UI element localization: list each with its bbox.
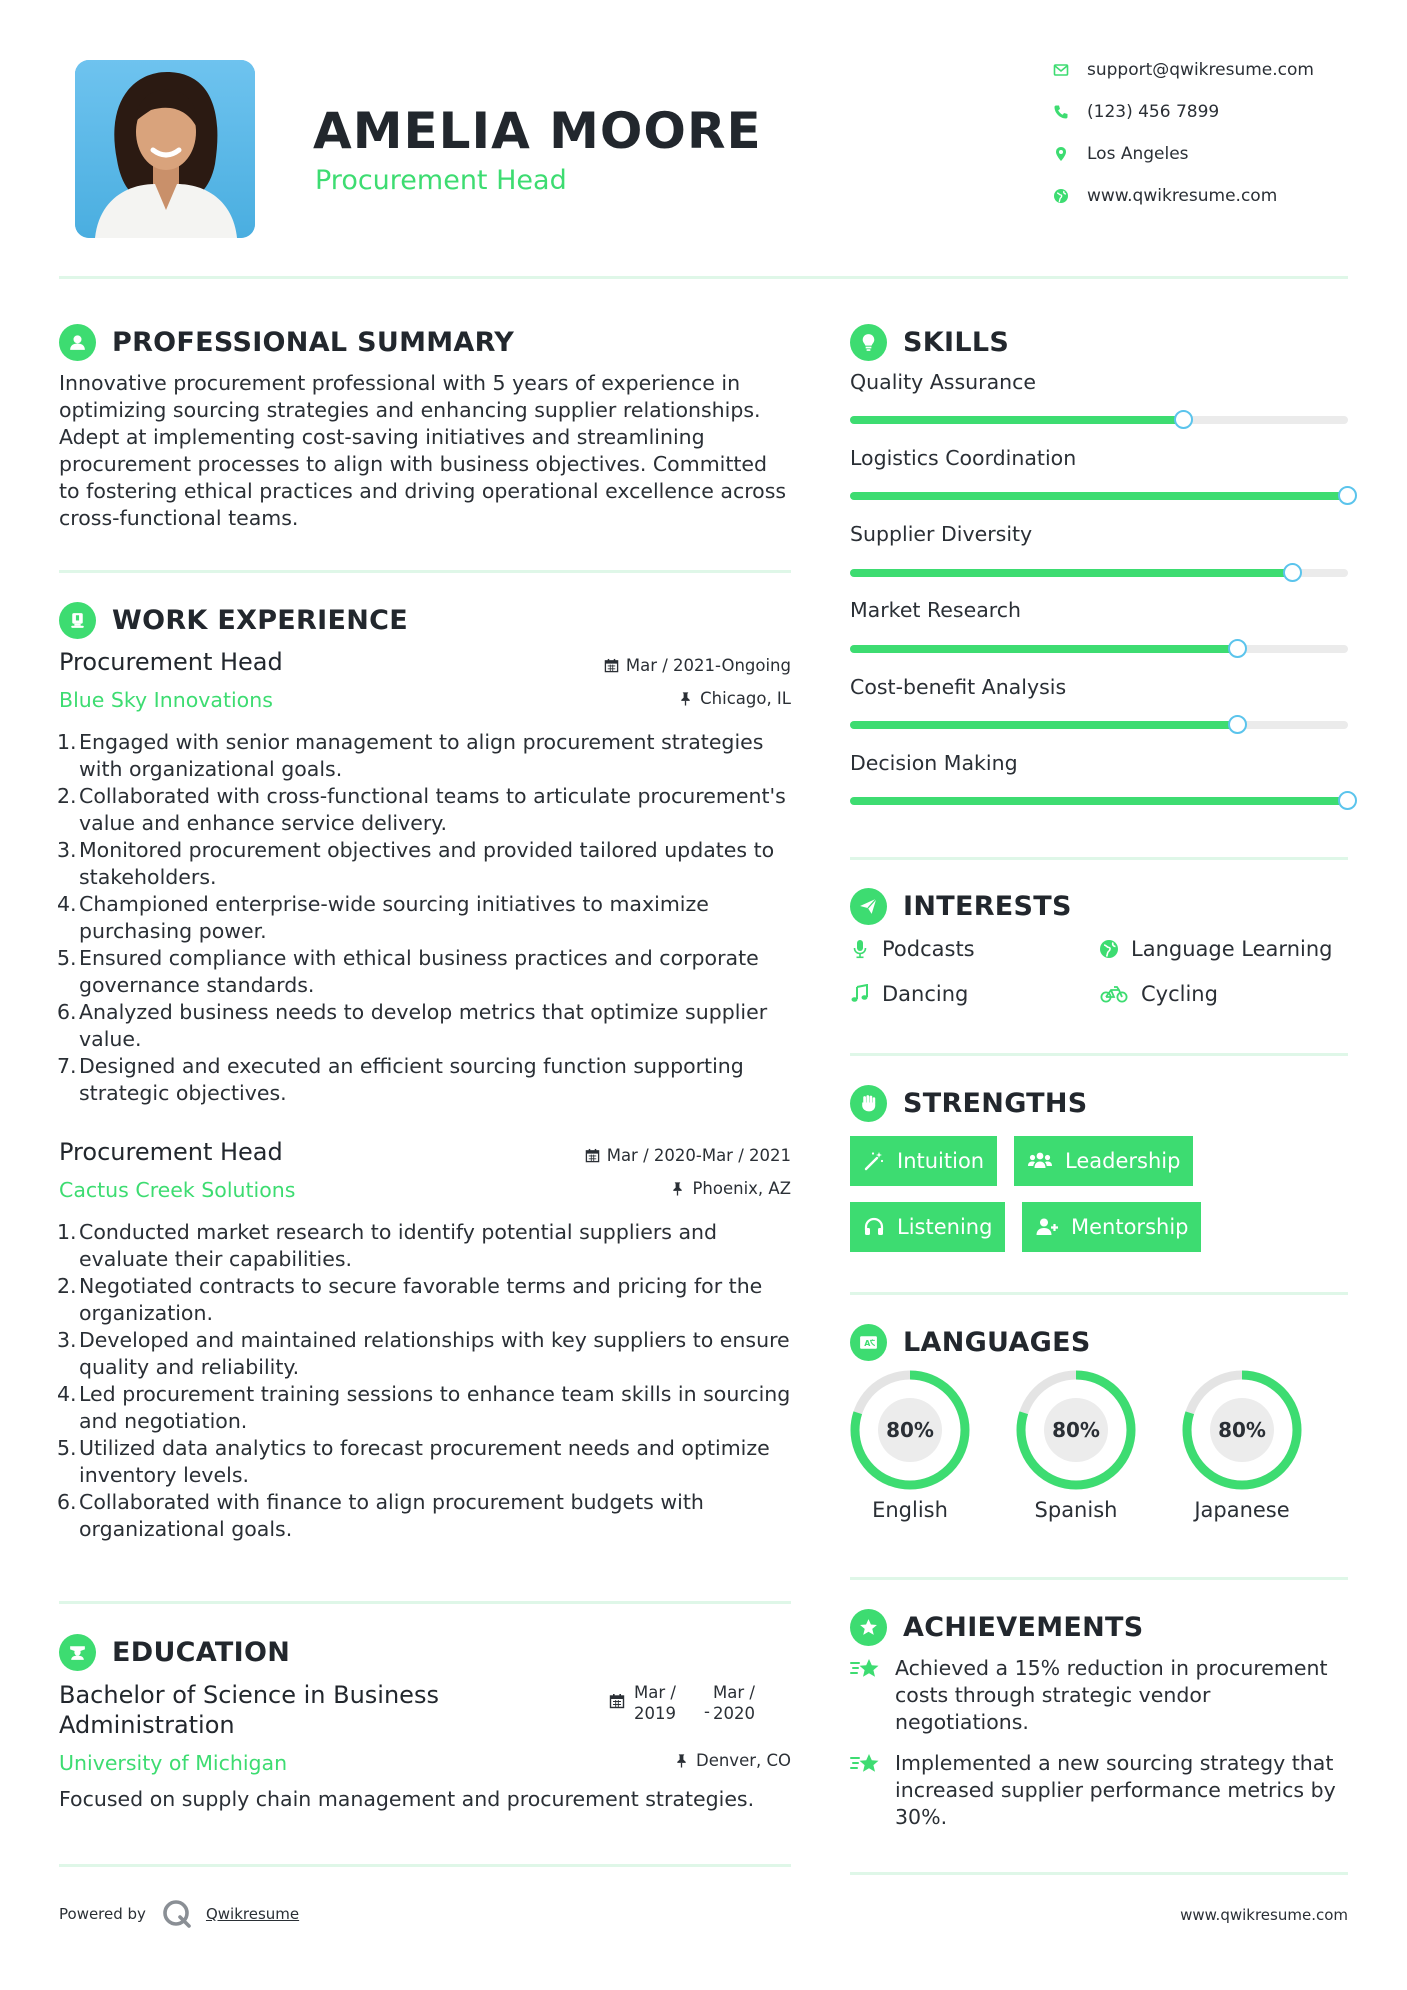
languages-divider: [850, 1577, 1348, 1580]
language-percent: 80%: [886, 1418, 934, 1442]
globe-icon: [1099, 939, 1119, 959]
summary-divider: [59, 570, 791, 573]
education-location: [541, 1751, 791, 1770]
school-name: University of Michigan: [59, 1751, 288, 1775]
skill-bar-handle[interactable]: [1283, 563, 1302, 582]
pushpin-icon: [670, 1181, 685, 1196]
strength-chip-listening: Listening: [850, 1202, 1005, 1252]
achievements-heading: [850, 1607, 1144, 1647]
interests-heading: [850, 886, 1072, 926]
interest-dancing: Dancing: [850, 979, 968, 1009]
summary-heading: [59, 322, 514, 362]
skill-bar-handle[interactable]: [1338, 791, 1357, 810]
interest-cycling: Cycling: [1099, 979, 1218, 1009]
bicycle-icon: [1099, 984, 1129, 1004]
strengths-heading: [850, 1083, 1088, 1123]
language-name: Japanese: [1194, 1498, 1290, 1522]
list-item: 6. Analyzed business needs to develop metrics that optimize supplier value.: [57, 1000, 768, 1051]
envelope-icon: [1053, 62, 1087, 78]
job-2-date-text: Mar / 2020-Mar / 2021: [606, 1146, 791, 1165]
skill-bar: [850, 645, 1348, 653]
job-1-company: Blue Sky Innovations: [59, 688, 273, 712]
location-pin-icon: [1053, 146, 1087, 162]
graduate-icon: [59, 1634, 96, 1671]
skills-title: SKILLS: [903, 326, 1010, 358]
header-divider: [59, 276, 1348, 279]
list-item: 3. Monitored procurement objectives and provided tailored updates to stakeholders.: [57, 838, 775, 889]
strength-chip-leadership: Leadership: [1014, 1136, 1193, 1186]
pushpin-icon: [678, 691, 693, 706]
job-1-bullets: [57, 729, 794, 1107]
briefcase-icon: [59, 602, 96, 639]
language-spanish: [1014, 1368, 1138, 1522]
star-badge-icon: [850, 1609, 887, 1646]
strength-chip-intuition: Intuition: [850, 1136, 997, 1186]
skill-bar: [850, 797, 1348, 805]
list-item: 1. Conducted market research to identify potential suppliers and evaluate their capabilities.: [57, 1220, 718, 1271]
globe-icon: [1053, 188, 1087, 204]
list-item: 4. Led procurement training sessions to enhance team skills in sourcing and negotiation.: [57, 1382, 791, 1433]
footer-powered-by: [59, 1897, 299, 1931]
calendar-icon: [585, 1148, 600, 1163]
contact-location-text: Los Angeles: [1087, 144, 1189, 164]
interests-title: INTERESTS: [903, 890, 1072, 922]
calendar-icon: [609, 1693, 625, 1709]
education-location-text: Denver, CO: [695, 1751, 791, 1770]
skill-bar-fill: [850, 645, 1238, 653]
skill-bar: [850, 492, 1348, 500]
education-description: Focused on supply chain management and procurement strategies.: [59, 1787, 755, 1811]
contact-website[interactable]: [1053, 181, 1353, 211]
degree-line-1: Bachelor of Science in Business: [59, 1681, 439, 1709]
job-1-date: [541, 656, 791, 675]
candidate-role: Procurement Head: [315, 165, 567, 196]
education-divider: [59, 1864, 791, 1867]
job-1-title: Procurement Head: [59, 648, 283, 676]
skill-name: Decision Making: [850, 751, 1018, 775]
languages-title: LANGUAGES: [903, 1326, 1091, 1358]
skill-bar-handle[interactable]: [1228, 715, 1247, 734]
phone-icon: [1053, 104, 1087, 120]
summary-text: Innovative procurement professional with 5 years of experience in optimizing sourcing strategies and enhancing supplier relationships. Adept at implementing cost-saving initiatives and streamlining procurement processes to align with business objectives. Committed to fostering ethical practices and driving operational excellence across cross-functional teams.: [59, 371, 787, 530]
interest-language-learning: Language Learning: [1099, 934, 1332, 964]
job-2-title: Procurement Head: [59, 1138, 283, 1166]
skill-name: Quality Assurance: [850, 370, 1037, 394]
paper-plane-icon: [850, 888, 887, 925]
raised-fist-icon: [850, 1085, 887, 1122]
powered-by-text: Powered by: [59, 1905, 146, 1923]
svg-text:A: A: [864, 1338, 871, 1348]
achievement-item: Implemented a new sourcing strategy that increased supplier performance metrics by 30%.: [850, 1750, 1348, 1831]
skills-divider: [850, 857, 1348, 860]
list-item: 7. Designed and executed an efficient sourcing function supporting strategic objectives.: [57, 1054, 744, 1105]
list-item: 2. Negotiated contracts to secure favorable terms and pricing for the organization.: [57, 1274, 763, 1325]
pushpin-icon: [674, 1753, 689, 1768]
magic-wand-icon: [863, 1150, 885, 1172]
job-2-location: [541, 1179, 791, 1198]
skill-name: Logistics Coordination: [850, 446, 1077, 470]
list-item: 6. Collaborated with finance to align procurement budgets with organizational goals.: [57, 1490, 704, 1541]
footer-website[interactable]: www.qwikresume.com: [1180, 1906, 1348, 1924]
language-name: Spanish: [1034, 1498, 1118, 1522]
skill-name: Market Research: [850, 598, 1022, 622]
portrait-image: [75, 60, 255, 238]
education-title: EDUCATION: [112, 1636, 291, 1668]
languages-heading: [850, 1322, 1091, 1362]
education-start-date: Mar / 2019: [634, 1683, 676, 1723]
skill-bar-fill: [850, 797, 1348, 805]
qwikresume-logo-icon: [160, 1897, 194, 1931]
interest-podcasts: Podcasts: [850, 934, 975, 964]
microphone-icon: [850, 939, 870, 959]
list-item: 5. Ensured compliance with ethical business practices and corporate governance standards.: [57, 946, 759, 997]
degree-line-2: Administration: [59, 1711, 235, 1739]
job-2-location-text: Phoenix, AZ: [692, 1179, 791, 1198]
contact-phone[interactable]: [1053, 97, 1353, 127]
experience-heading: [59, 600, 408, 640]
skill-bar: [850, 569, 1348, 577]
star-icon: [850, 1752, 882, 1778]
language-progress-ring: [1014, 1368, 1138, 1492]
candidate-name: AMELIA MOORE: [313, 102, 762, 160]
skill-name: Cost-benefit Analysis: [850, 675, 1067, 699]
job-1-location-text: Chicago, IL: [700, 689, 791, 708]
contact-location: [1053, 139, 1353, 169]
job-2-company: Cactus Creek Solutions: [59, 1178, 296, 1202]
contact-email[interactable]: [1053, 55, 1353, 85]
strengths-title: STRENGTHS: [903, 1087, 1088, 1119]
experience-title: WORK EXPERIENCE: [112, 604, 408, 636]
skill-bar-fill: [850, 416, 1184, 424]
summary-title: PROFESSIONAL SUMMARY: [112, 326, 515, 358]
language-progress-ring: [1180, 1368, 1304, 1492]
skill-bar-fill: [850, 492, 1348, 500]
music-note-icon: [850, 984, 870, 1004]
achievements-title: ACHIEVEMENTS: [903, 1611, 1144, 1643]
skill-bar-handle[interactable]: [1228, 639, 1247, 658]
qwikresume-link[interactable]: Qwikresume: [205, 1905, 300, 1923]
job-2-date: [541, 1146, 791, 1165]
date-separator: -: [704, 1702, 710, 1721]
calendar-icon: [604, 658, 619, 673]
skill-bar: [850, 721, 1348, 729]
skill-bar: [850, 416, 1348, 424]
language-japanese: [1180, 1368, 1304, 1522]
list-item: 4. Championed enterprise-wide sourcing initiatives to maximize purchasing power.: [57, 892, 709, 943]
experience-divider: [59, 1601, 791, 1604]
contact-phone-text: (123) 456 7899: [1087, 102, 1220, 122]
education-end-date: Mar / 2020: [713, 1683, 755, 1723]
achievement-item: Achieved a 15% reduction in procurement costs through strategic vendor negotiations.: [850, 1655, 1348, 1736]
skill-name: Supplier Diversity: [850, 522, 1033, 546]
job-1-date-text: Mar / 2021-Ongoing: [625, 656, 791, 675]
list-item: 3. Developed and maintained relationships with key suppliers to ensure quality and reliability.: [57, 1328, 790, 1379]
translate-icon: [850, 1324, 887, 1361]
interests-divider: [850, 1053, 1348, 1056]
skills-heading: [850, 322, 1009, 362]
job-2-bullets: [57, 1219, 794, 1543]
user-plus-icon: [1035, 1216, 1059, 1238]
users-icon: [1027, 1150, 1053, 1172]
language-progress-ring: [848, 1368, 972, 1492]
achievements-divider: [850, 1872, 1348, 1875]
skill-bar-handle[interactable]: [1338, 486, 1357, 505]
list-item: 5. Utilized data analytics to forecast procurement needs and optimize inventory levels.: [57, 1436, 770, 1487]
lightbulb-icon: [850, 324, 887, 361]
strength-chip-mentorship: Mentorship: [1022, 1202, 1201, 1252]
language-name: English: [872, 1498, 948, 1522]
profile-photo: [75, 60, 255, 238]
skill-bar-fill: [850, 721, 1238, 729]
language-percent: 80%: [1218, 1418, 1266, 1442]
list-item: 2. Collaborated with cross-functional teams to articulate procurement's value and enhance service delivery.: [57, 784, 786, 835]
strengths-divider: [850, 1292, 1348, 1295]
contact-website-text: www.qwikresume.com: [1087, 186, 1278, 206]
language-english: [848, 1368, 972, 1522]
headphones-icon: [863, 1216, 885, 1238]
job-1-location: [541, 689, 791, 708]
star-icon: [850, 1657, 882, 1683]
list-item: 1. Engaged with senior management to align procurement strategies with organizational goals.: [57, 730, 764, 781]
skill-bar-handle[interactable]: [1174, 410, 1193, 429]
contact-email-text: support@qwikresume.com: [1087, 60, 1314, 80]
user-icon: [59, 324, 96, 361]
skill-bar-fill: [850, 569, 1293, 577]
language-percent: 80%: [1052, 1418, 1100, 1442]
education-heading: [59, 1632, 290, 1672]
